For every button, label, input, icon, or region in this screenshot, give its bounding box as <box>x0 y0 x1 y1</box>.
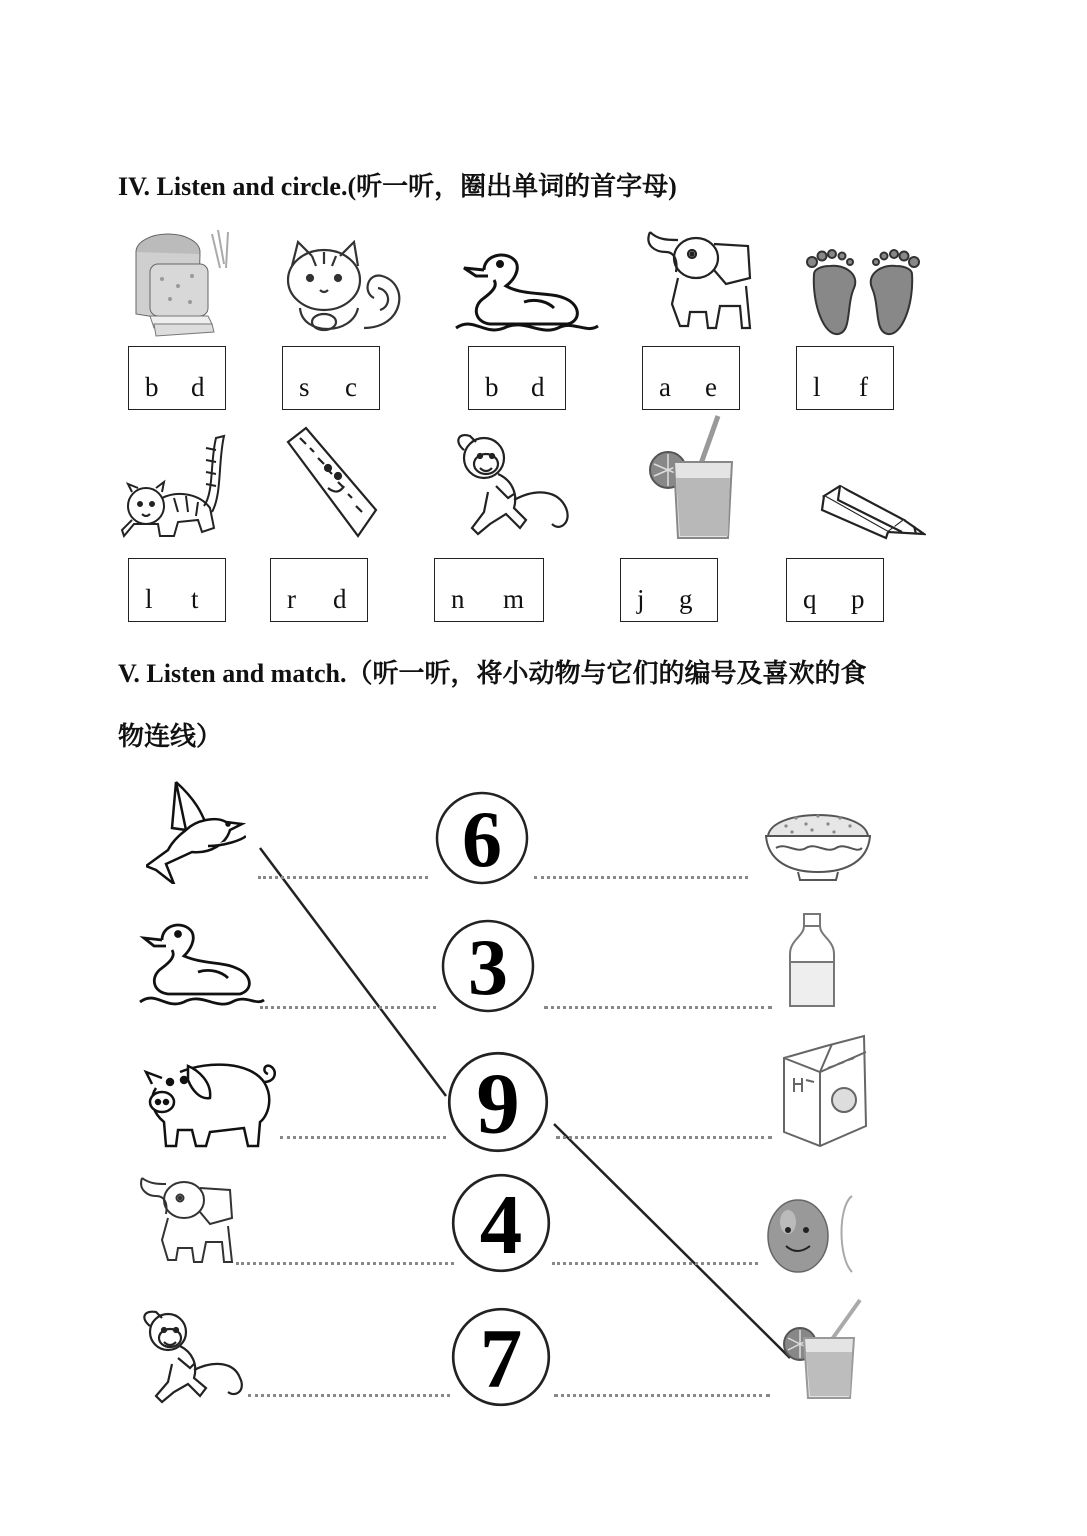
rice-bowl-icon <box>762 802 874 882</box>
dotted-guide <box>534 876 748 879</box>
elephant-icon <box>644 226 756 336</box>
number-circle[interactable] <box>450 1172 552 1274</box>
letter-choice-box <box>468 346 566 410</box>
dotted-guide <box>280 1136 446 1139</box>
number-label: 6 <box>462 796 502 884</box>
section-5-title-continued: 物连线） <box>118 722 223 751</box>
water-bottle-icon <box>786 912 838 1012</box>
pencil-icon <box>820 482 926 540</box>
number-label: 3 <box>468 924 508 1012</box>
letter-option[interactable]: a <box>659 372 671 402</box>
number-label: 7 <box>479 1311 523 1406</box>
letter-option[interactable]: l <box>813 372 821 402</box>
letter-option[interactable]: g <box>679 584 693 614</box>
ruler-icon <box>284 424 380 542</box>
section-5-title: V. Listen and match.（听一听，将小动物与它们的编号及喜欢的食 <box>118 659 867 688</box>
letter-option[interactable]: f <box>859 372 868 402</box>
milk-carton-icon <box>780 1032 870 1148</box>
number-circle[interactable] <box>440 918 536 1014</box>
letter-option[interactable]: l <box>145 584 153 614</box>
letter-option[interactable]: j <box>637 584 645 614</box>
tiger-icon <box>118 432 226 542</box>
number-label: 4 <box>479 1177 523 1272</box>
dotted-guide <box>554 1394 770 1397</box>
dotted-guide <box>260 1006 436 1009</box>
letter-option[interactable]: b <box>145 372 159 402</box>
letter-option[interactable]: n <box>451 584 465 614</box>
letter-choice-box <box>270 558 368 622</box>
letter-option[interactable]: p <box>851 584 865 614</box>
letter-option[interactable]: d <box>531 372 545 402</box>
letter-choice-box <box>786 558 884 622</box>
dotted-guide <box>544 1006 772 1009</box>
letter-option[interactable]: r <box>287 584 296 614</box>
elephant-icon <box>138 1172 234 1270</box>
bread-icon <box>128 224 240 338</box>
match-line <box>554 1124 790 1358</box>
section-4-title: IV. Listen and circle.(听一听，圈出单词的首字母) <box>118 172 677 201</box>
letter-choice-box <box>434 558 544 622</box>
juice-icon <box>644 412 750 542</box>
number-circle[interactable] <box>446 1050 550 1154</box>
duck-icon <box>138 918 266 1012</box>
letter-option[interactable]: b <box>485 372 499 402</box>
letter-option[interactable]: m <box>503 584 525 614</box>
dotted-guide <box>248 1394 450 1397</box>
letter-option[interactable]: d <box>333 584 347 614</box>
letter-option[interactable]: q <box>803 584 817 614</box>
letter-option[interactable]: e <box>705 372 717 402</box>
squirrel-icon <box>282 236 406 342</box>
dotted-guide <box>236 1262 454 1265</box>
number-circle[interactable] <box>434 790 530 886</box>
pig-icon <box>140 1052 280 1148</box>
letter-choice-box <box>128 558 226 622</box>
number-label: 9 <box>476 1055 520 1152</box>
number-circle[interactable] <box>450 1306 552 1408</box>
letter-choice-box <box>282 346 380 410</box>
letter-choice-box <box>642 346 740 410</box>
dotted-guide <box>552 1262 758 1265</box>
letter-option[interactable]: c <box>345 372 357 402</box>
egg-icon <box>766 1192 862 1274</box>
letter-option[interactable]: t <box>191 584 199 614</box>
juice-icon <box>780 1298 870 1400</box>
letter-option[interactable]: s <box>299 372 310 402</box>
letter-option[interactable]: d <box>191 372 205 402</box>
letter-choice-box <box>128 346 226 410</box>
feet-icon <box>804 244 922 338</box>
bird-icon <box>146 780 246 884</box>
monkey-icon <box>448 428 576 540</box>
dotted-guide <box>258 876 428 879</box>
letter-choice-box <box>620 558 718 622</box>
match-line <box>260 848 446 1096</box>
monkey-icon <box>136 1306 248 1406</box>
letter-choice-box <box>796 346 894 410</box>
duck-icon <box>454 246 600 338</box>
dotted-guide <box>556 1136 772 1139</box>
